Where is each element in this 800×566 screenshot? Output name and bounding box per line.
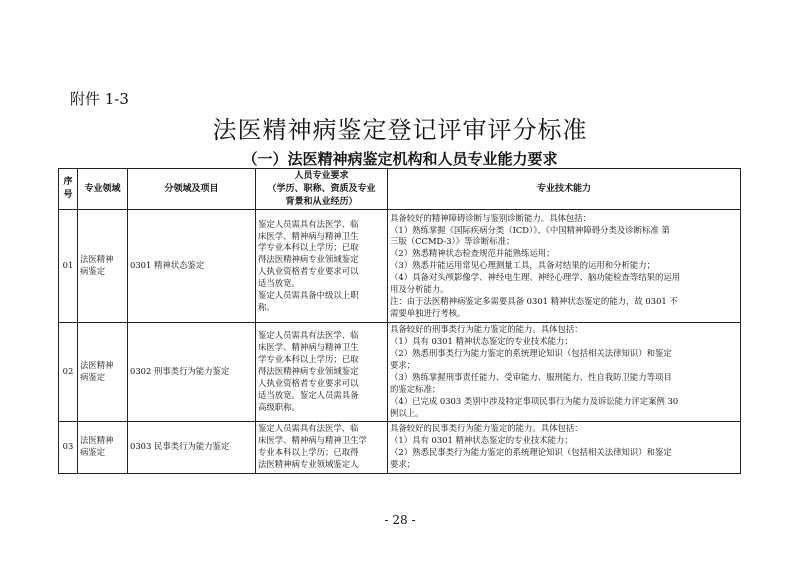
req-line: 人执业资格者专业要求可以 — [258, 377, 359, 388]
row-field-line: 法医精神 — [80, 435, 114, 446]
ability-line: （1）熟练掌握《国际疾病分类（ICD）》、《中国精神障碍分类及诊断标准 第 — [390, 224, 670, 235]
ability-line: 注：由于法医精神病鉴定多需要具备 0301 精神状态鉴定的能力，故 0301 不 — [390, 296, 678, 307]
header-req-line: （学历、职称、资质及专业 — [267, 183, 376, 194]
table-row — [59, 323, 741, 421]
req-line: 鉴定人员需具有法医学、临 — [258, 423, 359, 434]
row-num: 01 — [59, 210, 78, 323]
row-ability — [388, 323, 741, 421]
row-requirements — [256, 323, 388, 421]
req-line: 适当放宽。 — [258, 278, 300, 289]
req-line: 学专业本科以上学历；已取 — [258, 242, 359, 253]
ability-line: 需要单独进行考核。 — [390, 308, 466, 319]
ability-line: （1）具有 0301 精神状态鉴定的专业技术能力； — [390, 336, 573, 347]
ability-line: （4）具备对头颅影像学、神经电生理、神经心理学、脑功能检查等结果的运用 — [390, 272, 681, 283]
table-row — [59, 421, 741, 473]
req-line: 床医学、精神病与精神卫生 — [258, 342, 359, 353]
header-ability: 专业技术能力 — [388, 169, 741, 210]
req-line: 得法医精神病专业领域鉴定 — [258, 254, 359, 265]
req-line: 鉴定人员需具有法医学、临 — [258, 218, 359, 229]
row-num: 02 — [59, 323, 78, 421]
row-field-line: 病鉴定 — [80, 447, 106, 458]
ability-line: 例以上。 — [390, 407, 424, 418]
table-row — [59, 210, 741, 323]
req-line: 人执业资格者专业要求可以 — [258, 266, 359, 277]
req-line: 高级职称。 — [258, 401, 300, 412]
document-title: 法医精神病鉴定登记评审评分标准 — [212, 116, 588, 144]
ability-line: （1）具有 0301 精神状态鉴定的专业技术能力； — [390, 435, 573, 446]
ability-line: 要求； — [390, 459, 416, 470]
req-line: 鉴定人员需具有法医学、临 — [258, 330, 359, 341]
row-field-line: 法医精神 — [80, 254, 114, 265]
row-subfield: 0301 精神状态鉴定 — [128, 210, 256, 323]
ability-line: （2）熟悉精神状态检查规范并能熟练运用； — [390, 248, 555, 259]
row-ability — [388, 421, 741, 473]
ability-line: 具备较好的刑事类行为能力鉴定的能力。具体包括： — [390, 324, 583, 335]
req-line: 学专业本科以上学历；已取 — [258, 354, 359, 365]
ability-line: 三版（CCMD-3）》等诊断标准； — [390, 236, 515, 247]
ability-line: 具备较好的民事类行为能力鉴定的能力。具体包括： — [390, 423, 583, 434]
row-num: 03 — [59, 421, 78, 473]
ability-line: （3）熟悉并能运用常见心理测量工具，具备对结果的运用和分析能力； — [390, 260, 655, 271]
row-field — [78, 323, 128, 421]
row-field — [78, 210, 128, 323]
req-line: 床医学、精神病与精神卫生学 — [258, 435, 367, 446]
row-subfield: 0303 民事类行为能力鉴定 — [128, 421, 256, 473]
row-field — [78, 421, 128, 473]
ability-line: 要求； — [390, 360, 416, 371]
attachment-label: 附件 1-3 — [70, 90, 129, 108]
row-requirements — [256, 421, 388, 473]
header-subfield: 分领域及项目 — [128, 169, 256, 210]
req-line: 床医学、精神病与精神卫生 — [258, 230, 359, 241]
req-line: 专业本科以上学历；已取得 — [258, 447, 359, 458]
ability-line: 具备较好的精神障碍诊断与鉴别诊断能力。具体包括： — [390, 212, 591, 223]
header-req-line: 背景和从业经历） — [285, 196, 358, 207]
row-field-line: 法医精神 — [80, 360, 114, 371]
ability-line: （2）熟悉民事类行为能力鉴定的系统理论知识（包括相关法律知识）和鉴定 — [390, 447, 672, 458]
standards-table — [58, 168, 741, 474]
table-header-row — [59, 169, 741, 210]
ability-line: （4）已完成 0303 类别中涉及特定事项民事行为能力及诉讼能力评定案例 30 — [390, 395, 679, 406]
req-line: 法医精神病专业领域鉴定人 — [258, 459, 359, 470]
row-requirements — [256, 210, 388, 323]
row-field-line: 病鉴定 — [80, 266, 106, 277]
header-requirements — [256, 169, 388, 210]
req-line: 适当放宽。鉴定人员需具备 — [258, 389, 359, 400]
header-num-line: 序 — [63, 177, 73, 188]
ability-line: （2）熟悉刑事类行为能力鉴定的系统理论知识（包括相关法律知识）和鉴定 — [390, 348, 672, 359]
section-subtitle: （一）法医精神病鉴定机构和人员专业能力要求 — [242, 150, 558, 168]
ability-line: 的鉴定标准； — [390, 383, 441, 394]
req-line: 称。 — [258, 302, 275, 313]
req-line: 鉴定人员需具备中级以上职 — [258, 290, 359, 301]
ability-line: （3）熟练掌握刑事责任能力、受审能力、服刑能力、性自我防卫能力等项目 — [390, 371, 672, 382]
row-ability — [388, 210, 741, 323]
header-num — [59, 169, 78, 210]
header-field: 专业领域 — [78, 169, 128, 210]
row-field-line: 病鉴定 — [80, 371, 106, 382]
row-subfield: 0302 刑事类行为能力鉴定 — [128, 323, 256, 421]
header-num-line: 号 — [63, 190, 73, 201]
ability-line: 用及分析能力。 — [390, 284, 449, 295]
page-number: - 28 - — [384, 513, 416, 527]
header-req-line: 人员专业要求 — [294, 171, 349, 181]
req-line: 得法医精神病专业领域鉴定 — [258, 366, 359, 377]
